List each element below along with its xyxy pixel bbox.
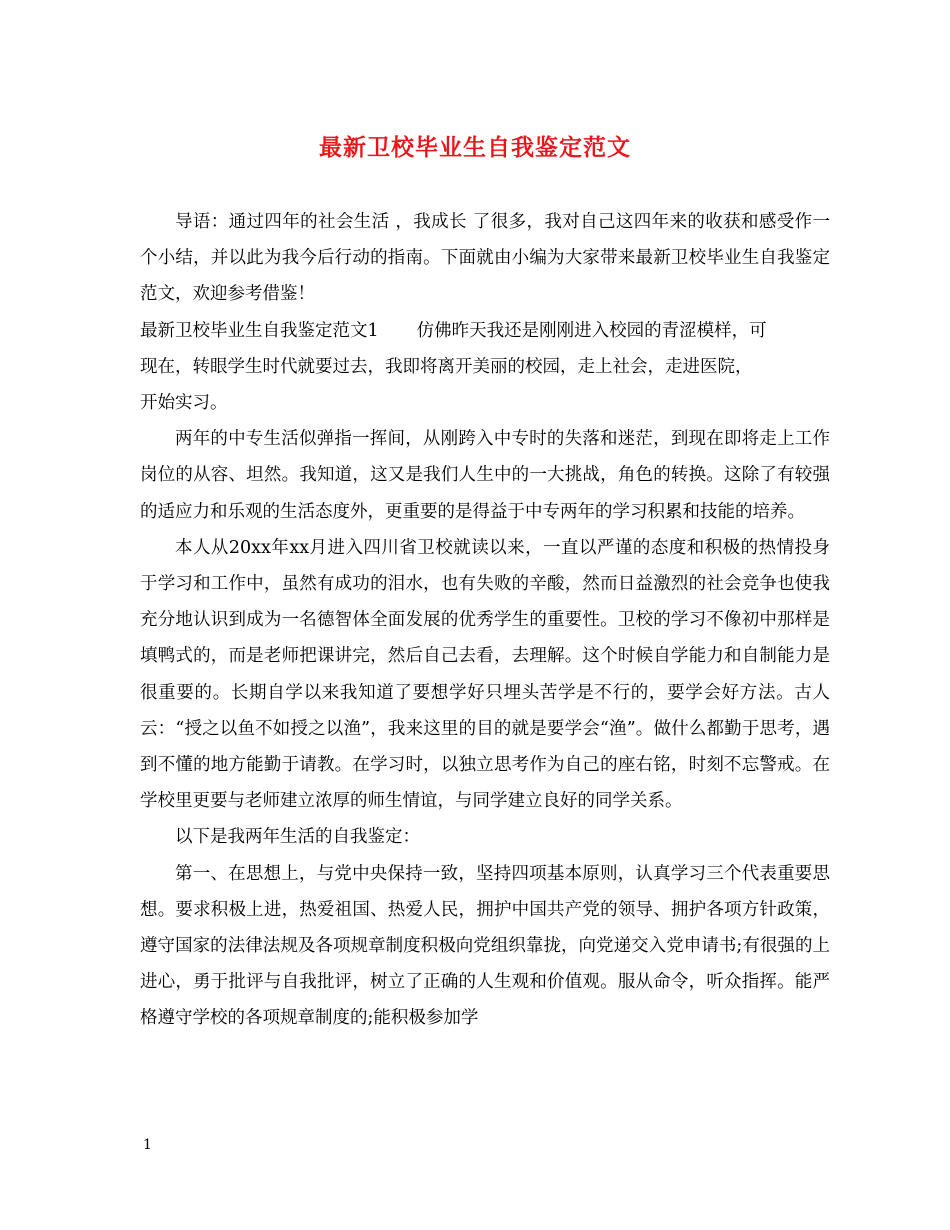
document-body [140,204,830,1037]
body-paragraph-3: 以下是我两年生活的自我鉴定： [175,827,420,848]
intro-paragraph: 导语：通过四年的社会生活 ，我成长 了很多，我对自己这四年来的收获和感受作一个小结，并以此为我今后行动的指南。下面就由小编为大家带来最新卫校毕业生自我鉴定范文，欢迎参考借鉴！ [140,212,830,305]
section-line-2: 现在，转眼学生时代就要过去，我即将离开美丽的校园，走上社会，走进医院， [140,356,753,377]
section-heading-line [140,313,830,349]
section-line-3: 开始实习。 [140,393,228,414]
body-paragraph-2: 本人从20xx年xx月进入四川省卫校就读以来，一直以严谨的态度和积极的热情投身于学习和工作中，虽然有成功的泪水，也有失败的辛酸，然而日益激烈的社会竞争也使我充分地认识到成为一名德智体全面发展的优秀学生的重要性。卫校的学习不像初中那样是填鸭式的，而是老师把课讲完，然后自己去看，去理解。这个时候自学能力和自制能力是很重要的。长期自学以来我知道了要想学好只埋头苦学是不行的，要学会好方法。古人云：“授之以鱼不如授之以渔”，我来这里的目的就是要学会“渔”。做什么都勤于思考，遇到不懂的地方能勤于请教。在学习时，以独立思考作为自己的座右铭，时刻不忘警戒。在学校里更要与老师建立浓厚的师生情谊，与同学建立良好的同学关系。 [140,537,830,812]
page-number: 1 [143,1137,152,1153]
document-title: 最新卫校毕业生自我鉴定范文 [319,134,631,161]
body-paragraph-4: 第一、在思想上，与党中央保持一致，坚持四项基本原则，认真学习三个代表重要思想。要求积极上进，热爱祖国、热爱人民，拥护中国共产党的领导、拥护各项方针政策，遵守国家的法律法规及各项规章制度积极向党组织靠拢，向党递交入党申请书;有很强的上进心，勇于批评与自我批评，树立了正确的人生观和价值观。服从命令，听众指挥。能严格遵守学校的各项规章制度的;能积极参加学 [140,863,830,1029]
body-paragraph-1: 两年的中专生活似弹指一挥间，从刚跨入中专时的失落和迷茫，到现在即将走上工作岗位的从容、坦然。我知道，这又是我们人生中的一大挑战，角色的转换。这除了有较强的适应力和乐观的生活态度外，更重要的是得益于中专两年的学习积累和技能的培养。 [140,429,830,522]
section-heading: 最新卫校毕业生自我鉴定范文1 [140,320,379,341]
section-line-1: 仿佛昨天我还是刚刚进入校园的青涩模样，可 [416,320,767,341]
